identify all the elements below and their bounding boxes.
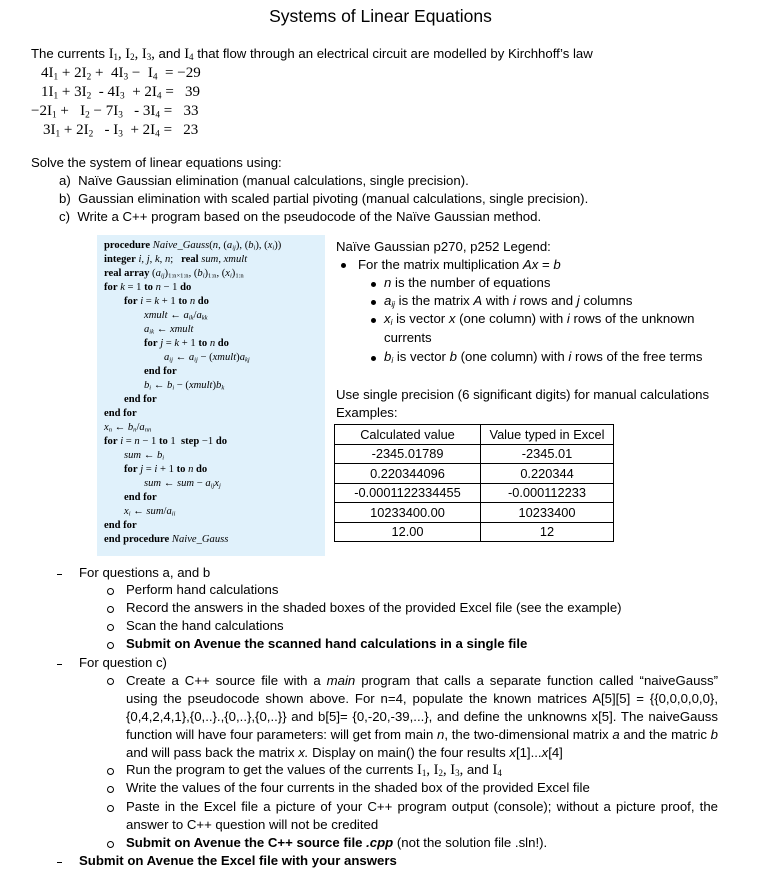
table-row: [335, 464, 614, 484]
instruction-item: Perform hand calculations: [126, 582, 279, 597]
legend-sub-item: $b_i$ is vector b (one column) with i rows of the free terms: [384, 349, 703, 366]
table-header-row: [335, 425, 614, 445]
table-row: [335, 483, 614, 503]
pseudo-line: sum ← sum − $a_{ij}x_j$: [144, 478, 221, 490]
legend-sub-item: n is the number of equations: [384, 275, 551, 290]
instructions-c-heading: For question c): [79, 655, 167, 670]
circle-bullet-icon: [107, 786, 114, 793]
pseudo-line: real array $(a_{ij})_{1:n\times 1:n}$, $(b_i)_{1:n}$, $(x_i)_{1:n}$: [104, 268, 244, 280]
pseudo-line: end procedure Naive_Gauss: [104, 534, 229, 545]
table-cell: -2345.01789: [335, 444, 481, 464]
submit-cpp-item: Submit on Avenue the C++ source file .cpp (not the solution file .sln!).: [126, 835, 548, 850]
dash-bullet-icon: [57, 664, 62, 665]
circle-bullet-icon: [107, 841, 114, 848]
circle-bullet-icon: [107, 768, 114, 775]
circle-bullet-icon: [107, 606, 114, 613]
dash-bullet-icon: [57, 574, 62, 575]
table-cell: -2345.01: [481, 444, 614, 464]
table-cell: 0.220344096: [335, 464, 481, 484]
pseudo-line: integer i, j, k, n; real sum, xmult: [104, 254, 248, 265]
table-cell: 10233400.00: [335, 503, 481, 523]
equation-3: $-2I_1 + I_2 - 7I_3 - 3I_4 = 33$: [31, 103, 199, 121]
pseudo-line: for i = k + 1 to n do: [124, 296, 209, 307]
table-cell: 10233400: [481, 503, 614, 523]
pseudo-line: for i = n − 1 to 1 step −1 do: [104, 436, 228, 447]
legend-heading: Naïve Gaussian p270, p252 Legend:: [336, 239, 551, 254]
examples-table: [334, 424, 614, 542]
solve-heading: Solve the system of linear equations using:: [31, 155, 282, 170]
pseudo-line: sum ← $b_i$: [124, 450, 165, 462]
pseudo-line: for j = i + 1 to n do: [124, 464, 208, 475]
page-title: Systems of Linear Equations: [269, 6, 492, 26]
bullet-icon: [341, 263, 346, 268]
pseudo-line: for j = k + 1 to n do: [144, 338, 229, 349]
solve-item-a: a) Naïve Gaussian elimination (manual calculations, single precision).: [59, 173, 469, 188]
pseudo-line: $x_n$ ← $b_n/a_{nn}$: [104, 422, 152, 434]
table-cell: 0.220344: [481, 464, 614, 484]
instruction-item: Scan the hand calculations: [126, 618, 284, 633]
precision-note: Use single precision (6 significant digits) for manual calculations: [336, 387, 710, 402]
pseudo-line: xmult ← $a_{ik}/a_{kk}$: [144, 310, 208, 322]
table-cell: 12: [481, 522, 614, 542]
pseudo-line: end for: [124, 394, 157, 405]
pseudo-line: end for: [104, 520, 137, 531]
dash-bullet-icon: [57, 862, 62, 863]
bullet-icon: [371, 356, 376, 361]
legend-sub-item: $a_{ij}$ is the matrix A with i rows and j columns: [384, 293, 633, 310]
instruction-item-bold: Submit on Avenue the scanned hand calculations in a single file: [126, 636, 528, 651]
bullet-icon: [371, 318, 376, 323]
table-row: [335, 522, 614, 542]
circle-bullet-icon: [107, 805, 114, 812]
legend-top-item: For the matrix multiplication Ax = b: [358, 257, 561, 272]
write-item: Write the values of the four currents in the shaded box of the provided Excel file: [126, 780, 590, 795]
pseudo-line: $a_{ij}$ ← $a_{ij}$ − $(xmult)a_{kj}$: [164, 352, 250, 364]
table-header: Value typed in Excel: [481, 425, 614, 445]
solve-item-b: b) Gaussian elimination with scaled partial pivoting (manual calculations, single precision).: [59, 191, 589, 206]
table-cell: -0.0001122334455: [335, 483, 481, 503]
pseudocode-box: [97, 235, 325, 556]
table-row: [335, 503, 614, 523]
circle-bullet-icon: [107, 678, 114, 685]
intro-text: The currents $I_1$, $I_2$, $I_3$, and $I_4$ that flow through an electrical circuit are modelled by Kirchhoff’s law: [31, 46, 593, 63]
pseudo-line: for k = 1 to n − 1 do: [104, 282, 192, 293]
pseudo-line: end for: [144, 366, 177, 377]
instruction-item: Record the answers in the shaded boxes of the provided Excel file (see the example): [126, 600, 622, 615]
equation-4: $3I_1 + 2I_2 - I_3 + 2I_4 = 23$: [43, 122, 199, 140]
pseudo-line: $x_i$ ← sum/$a_{ii}$: [124, 506, 176, 518]
legend-sub-item-cont: currents: [384, 330, 432, 345]
pseudo-line: procedure Naive_Gauss(n, $(a_{ij})$, $(b_i)$, $(x_i)$): [104, 240, 282, 252]
examples-label: Examples:: [336, 405, 398, 420]
bullet-icon: [371, 300, 376, 305]
pseudo-line: $b_i$ ← $b_i$ − $(xmult)b_k$: [144, 380, 225, 392]
circle-bullet-icon: [107, 588, 114, 595]
pseudo-line: end for: [104, 408, 137, 419]
circle-bullet-icon: [107, 642, 114, 649]
equation-1: $4I_1 + 2I_2 + 4I_3 - I_4 = -29$: [41, 65, 201, 83]
circle-bullet-icon: [107, 624, 114, 631]
table-cell: -0.000112233: [481, 483, 614, 503]
final-instruction: Submit on Avenue the Excel file with your answers: [79, 853, 397, 868]
bullet-icon: [371, 282, 376, 287]
table-header: Calculated value: [335, 425, 481, 445]
table-cell: 12.00: [335, 522, 481, 542]
equation-2: $1I_1 + 3I_2 - 4I_3 + 2I_4 = 39$: [41, 84, 201, 102]
pseudo-line: $a_{ik}$ ← xmult: [144, 324, 194, 336]
pseudo-line: end for: [124, 492, 157, 503]
instructions-ab-heading: For questions a, and b: [79, 565, 211, 580]
paste-item: Paste in the Excel file a picture of your C++ program output (console); without a picture proof, the answer to C++ question will not be credited: [126, 799, 718, 832]
table-row: [335, 444, 614, 464]
create-cpp-paragraph: Create a C++ source file with a main program that calls a separate function called “naiveGauss” using the pseudocode shown above. For n=4, populate the known matrices A[5][5] = {{0,0,0,0,0}, {0,4,2,4,1},{0,..}.,{0,..},{0,..}} and b[5]= {0,-20,-39,...}, and define the unknowns x[5]. The naiveGauss function will have four parameters: will get from main n, the two-dimensional matrix a and the matric b and will pass back the matrix x. Display on main() the four results x[1]...x[4]: [126, 673, 718, 760]
legend-sub-item: $x_i$ is vector x (one column) with i rows of the unknown: [384, 311, 695, 328]
solve-item-c: c) Write a C++ program based on the pseudocode of the Naïve Gaussian method.: [59, 209, 542, 224]
run-item: Run the program to get the values of the currents $I_1$, $I_2$, $I_3$, and $I_4$: [126, 762, 502, 779]
